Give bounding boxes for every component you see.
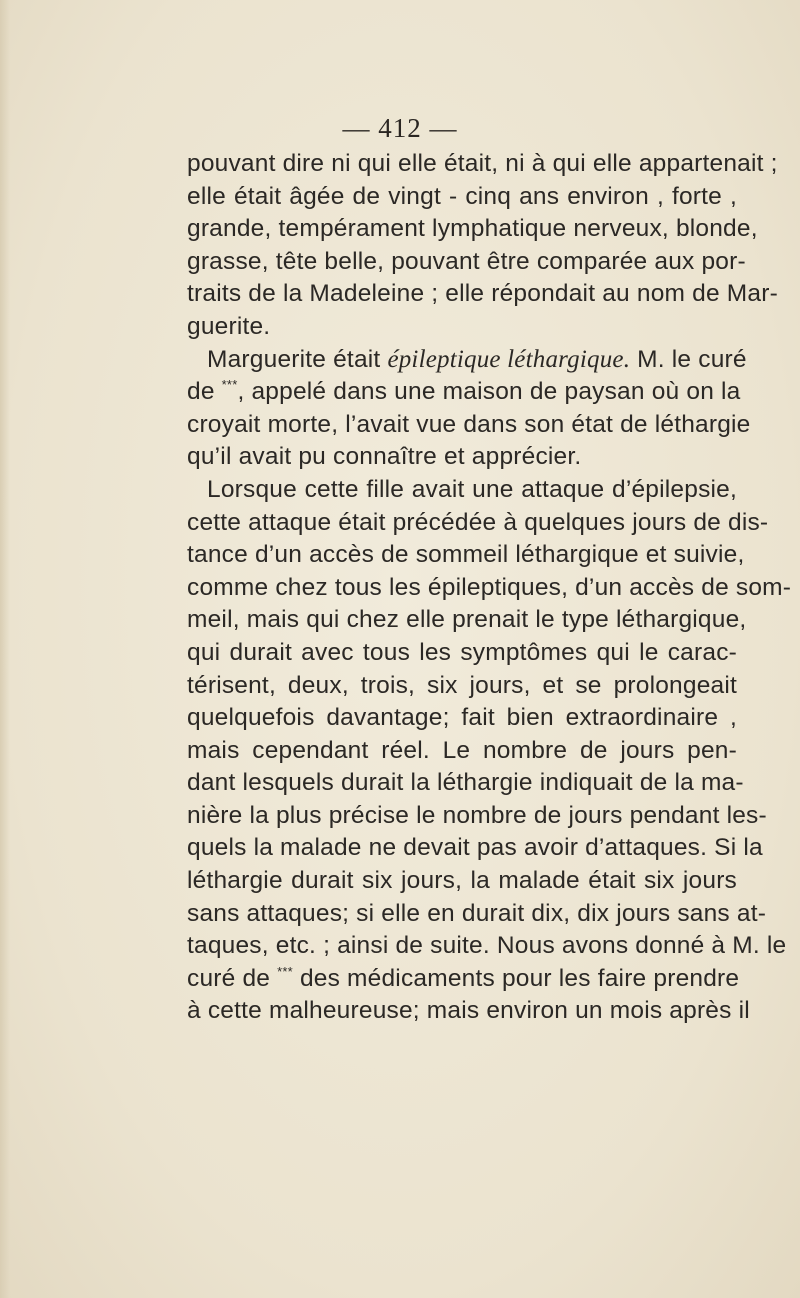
text-line: elle était âgée de vingt - cinq ans environ , forte , bbox=[187, 182, 737, 210]
line-segment: M. le curé bbox=[637, 345, 747, 373]
text-line: croyait morte, l’avait vue dans son état de léthargie bbox=[187, 410, 751, 438]
text-line bbox=[187, 963, 740, 996]
text-line: taques, etc. ; ainsi de suite. Nous avons donné à M. le bbox=[187, 932, 787, 960]
text-line: à cette malheureuse; mais environ un mois après il bbox=[187, 997, 750, 1025]
text-line: térisent, deux, trois, six jours, et se prolongeait bbox=[187, 671, 737, 699]
text-line: quels la malade ne devait pas avoir d’attaques. Si la bbox=[187, 834, 763, 862]
text-line: grasse, tête belle, pouvant être comparée aux por- bbox=[187, 247, 746, 275]
text-line: qu’il avait pu connaître et apprécier. bbox=[187, 443, 582, 471]
text-line: quelquefois davantage; fait bien extraordinaire , bbox=[187, 704, 737, 732]
text-line: qui durait avec tous les symptômes qui le carac- bbox=[187, 638, 737, 666]
italic-term: épileptique léthargique. bbox=[387, 345, 631, 373]
text-line: meil, mais qui chez elle prenait le type léthargique, bbox=[187, 606, 747, 634]
text-line: pouvant dire ni qui elle était, ni à qui elle appartenait ; bbox=[187, 150, 778, 177]
text-line: nière la plus précise le nombre de jours pendant les- bbox=[187, 801, 767, 829]
text-line bbox=[187, 376, 741, 409]
text-line bbox=[187, 344, 747, 377]
text-line: dant lesquels durait la léthargie indiquait de la ma- bbox=[187, 769, 744, 797]
asterism: *** bbox=[277, 963, 293, 979]
text-line: guerite. bbox=[187, 312, 271, 340]
line-segment: , appelé dans une maison de paysan où on la bbox=[237, 378, 741, 406]
text-line: Lorsque cette fille avait une attaque d’épilepsie, bbox=[207, 475, 737, 503]
text-line: tance d’un accès de sommeil léthargique et suivie, bbox=[187, 541, 745, 569]
text-line: mais cependant réel. Le nombre de jours pen- bbox=[187, 736, 737, 764]
line-segment: des médicaments pour les faire prendre bbox=[299, 964, 740, 992]
line-segment: curé de bbox=[187, 964, 271, 992]
text-line: cette attaque était précédée à quelques jours de dis- bbox=[187, 508, 769, 536]
asterism: *** bbox=[221, 377, 238, 393]
text-line: grande, tempérament lymphatique nerveux, blonde, bbox=[187, 215, 758, 243]
text-line: traits de la Madeleine ; elle répondait au nom de Mar- bbox=[187, 280, 778, 308]
text-line: léthargie durait six jours, la malade était six jours bbox=[187, 867, 737, 895]
text-line: sans attaques; si elle en durait dix, dix jours sans at- bbox=[187, 899, 767, 927]
line-segment: Marguerite était bbox=[207, 345, 381, 373]
page-number: — 412 — bbox=[342, 113, 458, 143]
body-text bbox=[187, 148, 792, 1028]
text-line: comme chez tous les épileptiques, d’un accès de som- bbox=[187, 573, 792, 601]
line-segment: de bbox=[187, 378, 215, 406]
page-edge-shadow bbox=[0, 0, 10, 1298]
